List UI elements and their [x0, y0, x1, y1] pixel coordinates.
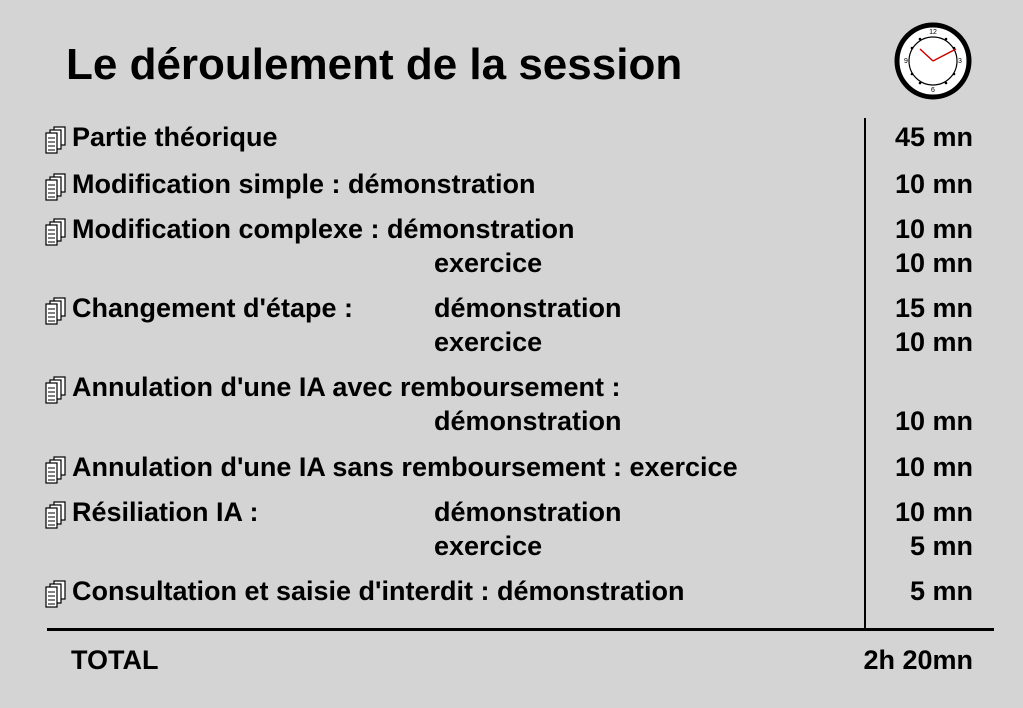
notebook-icon — [44, 173, 68, 201]
item-duration: 10 mn — [894, 497, 973, 527]
item-duration: 10 mn — [894, 452, 973, 482]
item-label: Partie théorique — [72, 122, 278, 152]
clock-number-3: 3 — [958, 58, 962, 65]
item-label: Annulation d'une IA avec remboursement : — [72, 372, 621, 402]
total-value: 2h 20mn — [863, 645, 973, 675]
item-label: Changement d'étape : — [72, 293, 353, 323]
total-divider — [47, 628, 994, 631]
notebook-icon — [44, 501, 68, 529]
item-sub-label: démonstration — [434, 293, 622, 323]
item-duration: 45 mn — [894, 122, 973, 152]
item-label: Résiliation IA : — [72, 497, 259, 527]
item-label: Annulation d'une IA sans remboursement : exercice — [72, 452, 738, 482]
notebook-icon — [44, 376, 68, 404]
page-title: Le déroulement de la session — [66, 40, 683, 89]
item-sub-duration: 5 mn — [909, 531, 973, 561]
clock-number-6: 6 — [931, 87, 935, 94]
item-duration: 10 mn — [894, 169, 973, 199]
notebook-icon — [44, 580, 68, 608]
total-label: TOTAL — [71, 645, 159, 675]
column-divider — [864, 118, 866, 628]
item-label: Modification simple : démonstration — [72, 169, 536, 199]
item-sub-duration: 10 mn — [894, 327, 973, 357]
item-sub-label: exercice — [434, 327, 543, 357]
clock-number-12: 12 — [929, 29, 937, 36]
item-duration: 15 mn — [894, 293, 973, 323]
clock-number-9: 9 — [904, 58, 908, 65]
item-sub-label: démonstration — [434, 497, 622, 527]
notebook-icon — [44, 126, 68, 154]
notebook-icon — [44, 218, 68, 246]
clock-icon — [894, 22, 972, 100]
item-sub-duration: 10 mn — [894, 248, 973, 278]
item-duration: 5 mn — [909, 576, 973, 606]
item-sub-label: exercice — [434, 248, 543, 278]
notebook-icon — [44, 297, 68, 325]
item-sub-label: démonstration — [434, 406, 622, 436]
notebook-icon — [44, 456, 68, 484]
item-sub-label: exercice — [434, 531, 543, 561]
item-label: Modification complexe : démonstration — [72, 214, 575, 244]
item-sub-duration: 10 mn — [894, 406, 973, 436]
item-label: Consultation et saisie d'interdit : démonstration — [72, 576, 685, 606]
item-duration: 10 mn — [894, 214, 973, 244]
